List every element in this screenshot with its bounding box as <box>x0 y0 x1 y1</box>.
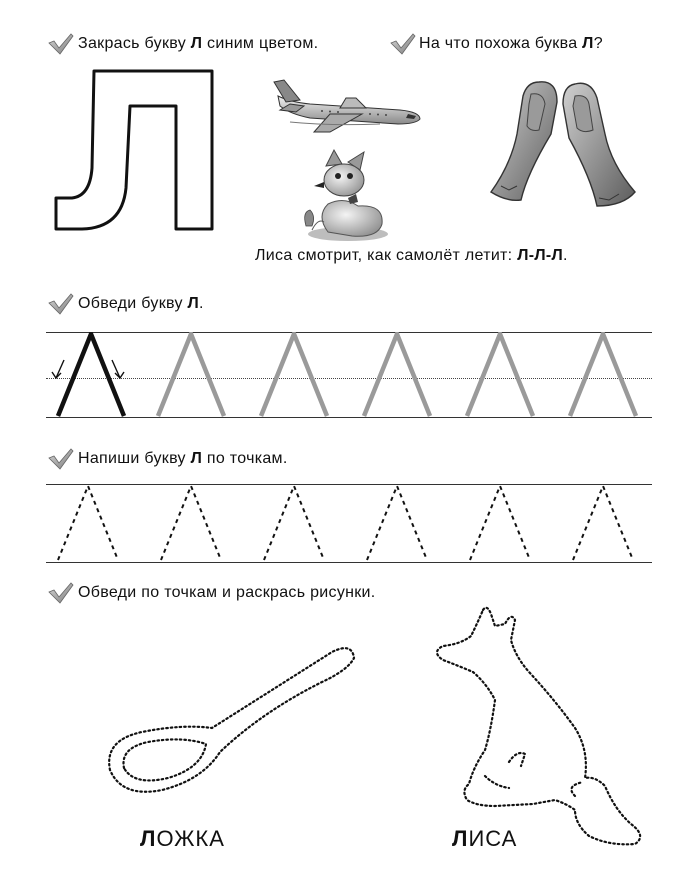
task-trace-letter: Обведи букву Л. <box>78 295 204 312</box>
arrow-left-icon <box>56 360 64 378</box>
flippers-icon <box>487 74 639 214</box>
checkmark-icon <box>48 33 74 55</box>
spoon-icon[interactable] <box>102 640 362 820</box>
dotted-letters-row[interactable] <box>46 484 652 562</box>
fox-outline-icon[interactable] <box>425 600 655 848</box>
trace-letters-row[interactable] <box>46 332 652 418</box>
task-write-letter: Напиши букву Л по точкам. <box>78 450 288 467</box>
checkmark-icon <box>48 582 74 604</box>
word-fox: ЛИСА <box>452 826 518 851</box>
big-letter-outline[interactable] <box>52 68 216 234</box>
task-trace-pictures: Обведи по точкам и раскрась рисунки. <box>78 584 376 601</box>
sample-letter <box>58 334 124 416</box>
checkmark-icon <box>48 448 74 470</box>
word-spoon: ЛОЖКА <box>140 826 225 851</box>
checkmark-icon <box>48 293 74 315</box>
airplane-icon <box>270 74 422 136</box>
task-letter-resemblance: На что похожа буква Л? <box>419 35 603 52</box>
fox-airplane-caption: Лиса смотрит, как самолёт летит: Л-Л-Л. <box>255 247 568 264</box>
checkmark-icon <box>390 33 416 55</box>
task-color-letter: Закрась букву Л синим цветом. <box>78 35 319 52</box>
arrow-right-icon <box>112 360 120 378</box>
ruling-line-bottom <box>46 562 652 563</box>
fox-icon <box>298 146 390 242</box>
